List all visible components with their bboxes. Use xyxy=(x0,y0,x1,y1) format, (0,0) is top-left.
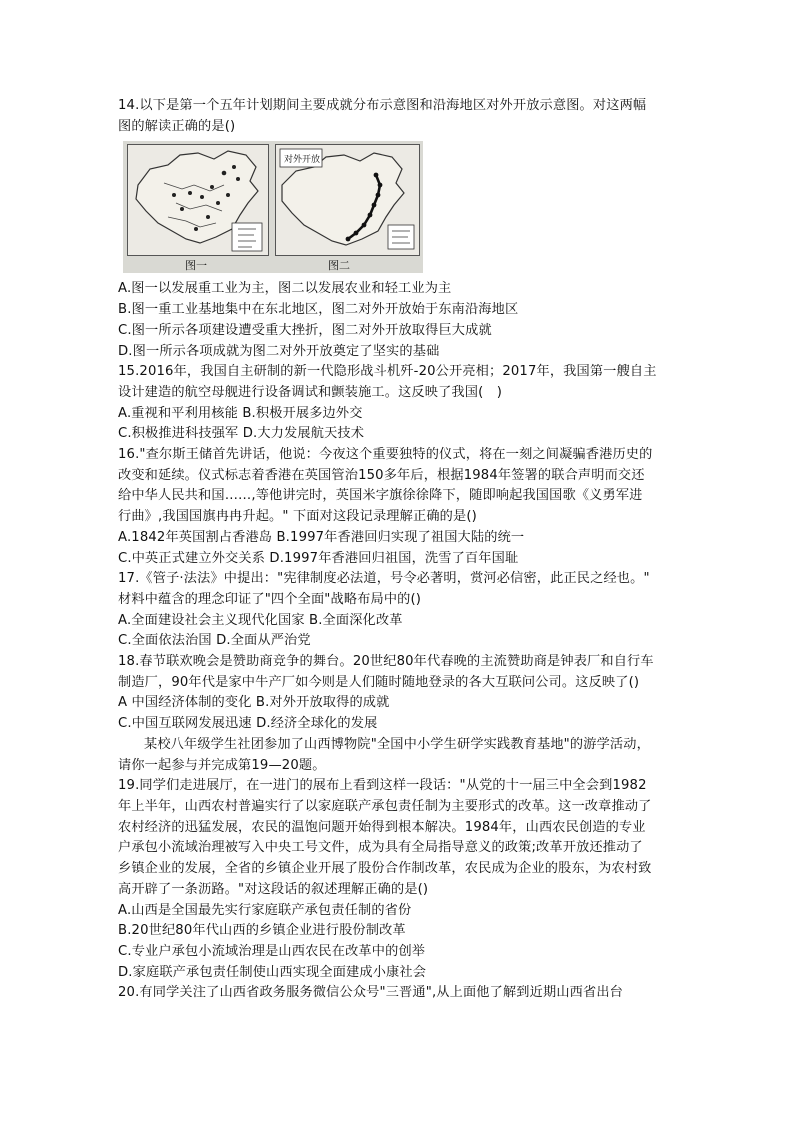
q14-option-a: A.图一以发展重工业为主，图二以发展农业和轻工业为主 xyxy=(118,281,452,297)
q19-stem-line4: 户承包小流域治理被写入中央工号文件，成为具有全局指导意义的政策;改革开放还推动了 xyxy=(118,840,643,856)
q18-options-cd: C.中国互联网发展迅速 D.经济全球化的发展 xyxy=(118,716,378,732)
q18-options-ab: A 中国经济体制的变化 B.对外开放取得的成就 xyxy=(118,695,390,711)
q16-options-cd: C.中英正式建立外交关系 D.1997年香港回归祖国，洗雪了百年国耻 xyxy=(118,550,519,566)
q14-stem-line1: 14.以下是第一个五年计划期间主要成就分布示意图和沿海地区对外开放示意图。对这两幅 xyxy=(118,98,647,113)
coastal-map-icon xyxy=(276,145,419,255)
china-map-icon xyxy=(128,145,268,255)
q17-options-ab: A.全面建设社会主义现代化国家 B.全面深化改革 xyxy=(118,612,403,628)
q15-options-cd: C.积极推进科技强军 D.大力发展航天技术 xyxy=(118,426,365,442)
section-intro-line2: 请你一起参与并完成第19—20题。 xyxy=(118,757,326,773)
q18-stem-line1: 18.春节联欢晚会是赞助商竞争的舞台。20世纪80年代春晚的主流赞助商是钟表厂和自行车 xyxy=(118,654,654,670)
q17-options-cd: C.全面依法治国 D.全面从严治党 xyxy=(118,633,311,649)
map-figure-2 xyxy=(275,144,420,256)
q20-stem-line1: 20.有同学关注了山西省政务服务微信公众号"三晋通",从上面他了解到近期山西省出台 xyxy=(118,985,624,1001)
q15-stem-line2: 设计建造的航空母舰进行设备调试和颤装施工。这反映了我国( ) xyxy=(118,384,503,400)
q17-stem-line1: 17.《管子·法法》中提出："宪律制度必法道，号令必著明，赏河必信密，此正民之经也。" xyxy=(118,571,650,587)
q19-option-a: A.山西是全国最先实行家庭联产承包责任制的省份 xyxy=(118,902,412,918)
q19-stem-line3: 农村经济的迅猛发展，农民的温饱问题开始得到根本解决。1984年，山西农民创造的专业 xyxy=(118,819,646,835)
q19-option-c: C.专业户承包小流域治理是山西农民在改革中的创举 xyxy=(118,943,426,959)
q16-stem-line2: 改变和延续。仪式标志着香港在英国管治150多年后，根据1984年签署的联合声明而交还 xyxy=(118,467,645,483)
q16-stem-line1: 16."查尔斯王储首先讲话，他说：今夜这个重要独特的仪式，将在一刻之间凝骗香港历史的 xyxy=(118,447,653,463)
q19-stem-line6: 高开辟了一条沥路。"对这段话的叙述理解正确的是() xyxy=(118,881,429,897)
q14-option-c: C.图一所示各项建设遭受重大挫折，图二对外开放取得巨大成就 xyxy=(118,322,492,338)
q15-stem-line1: 15.2016年，我国自主研制的新一代隐形战斗机歼-20公开亮相；2017年，我国第一艘自主 xyxy=(118,364,657,380)
q14-option-b: B.图一重工业基地集中在东北地区，图二对外开放始于东南沿海地区 xyxy=(118,302,519,318)
q18-stem-line2: 制造厂，90年代是家中牛产厂如今则是人们随时随地登录的各大互联问公司。这反映了() xyxy=(118,674,640,690)
section-intro-line1: 某校八年级学生社团参加了山西博物院"全国中小学生研学实践教育基地"的游学活动， xyxy=(144,736,650,752)
fig2-caption: 图二 xyxy=(328,259,350,273)
q19-stem-line5: 乡镇企业的发展，全省的乡镇企业开展了股份合作制改革，农民成为企业的股东，为农村致 xyxy=(118,861,652,877)
q19-stem-line2: 年上半年，山西农村普遍实行了以家庭联产承包责任制为主要形式的改革。这一改章推动了 xyxy=(118,798,652,814)
fig1-caption: 图一 xyxy=(185,259,207,273)
q16-stem-line3: 给中华人民共和国……,等他讲完时，英国米字旗徐徐降下，随即响起我国国歌《义勇军进 xyxy=(118,488,643,504)
q19-stem-line1: 19.同学们走进展厅，在一进门的展布上看到这样一段话："从党的十一届三中全会到1982 xyxy=(118,778,647,794)
exam-page xyxy=(118,96,693,1004)
map-figure-1 xyxy=(127,144,269,256)
q14-fig2-legend-title: 对外开放 xyxy=(284,155,321,166)
q17-stem-line2: 材料中蕴含的理念印证了"四个全面"战略布局中的() xyxy=(118,591,422,607)
q15-options-ab: A.重视和平利用核能 B.积极开展多边外交 xyxy=(118,405,363,421)
q19-option-b: B.20世纪80年代山西的乡镇企业进行股份制改革 xyxy=(118,923,406,939)
q14-option-d: D.图一所示各项成就为图二对外开放奠定了坚实的基础 xyxy=(118,343,440,359)
q14-stem-line2: 图的解读正确的是() xyxy=(118,118,236,134)
q19-option-d: D.家庭联产承包责任制使山西实现全面建成小康社会 xyxy=(118,964,427,980)
q16-options-ab: A.1842年英国割占香港岛 B.1997年香港回归实现了祖国大陆的统一 xyxy=(118,529,525,545)
q16-stem-line4: 行曲》,我国国旗冉冉升起。" 下面对这段记录理解正确的是() xyxy=(118,509,477,525)
q14-figure xyxy=(123,141,423,273)
